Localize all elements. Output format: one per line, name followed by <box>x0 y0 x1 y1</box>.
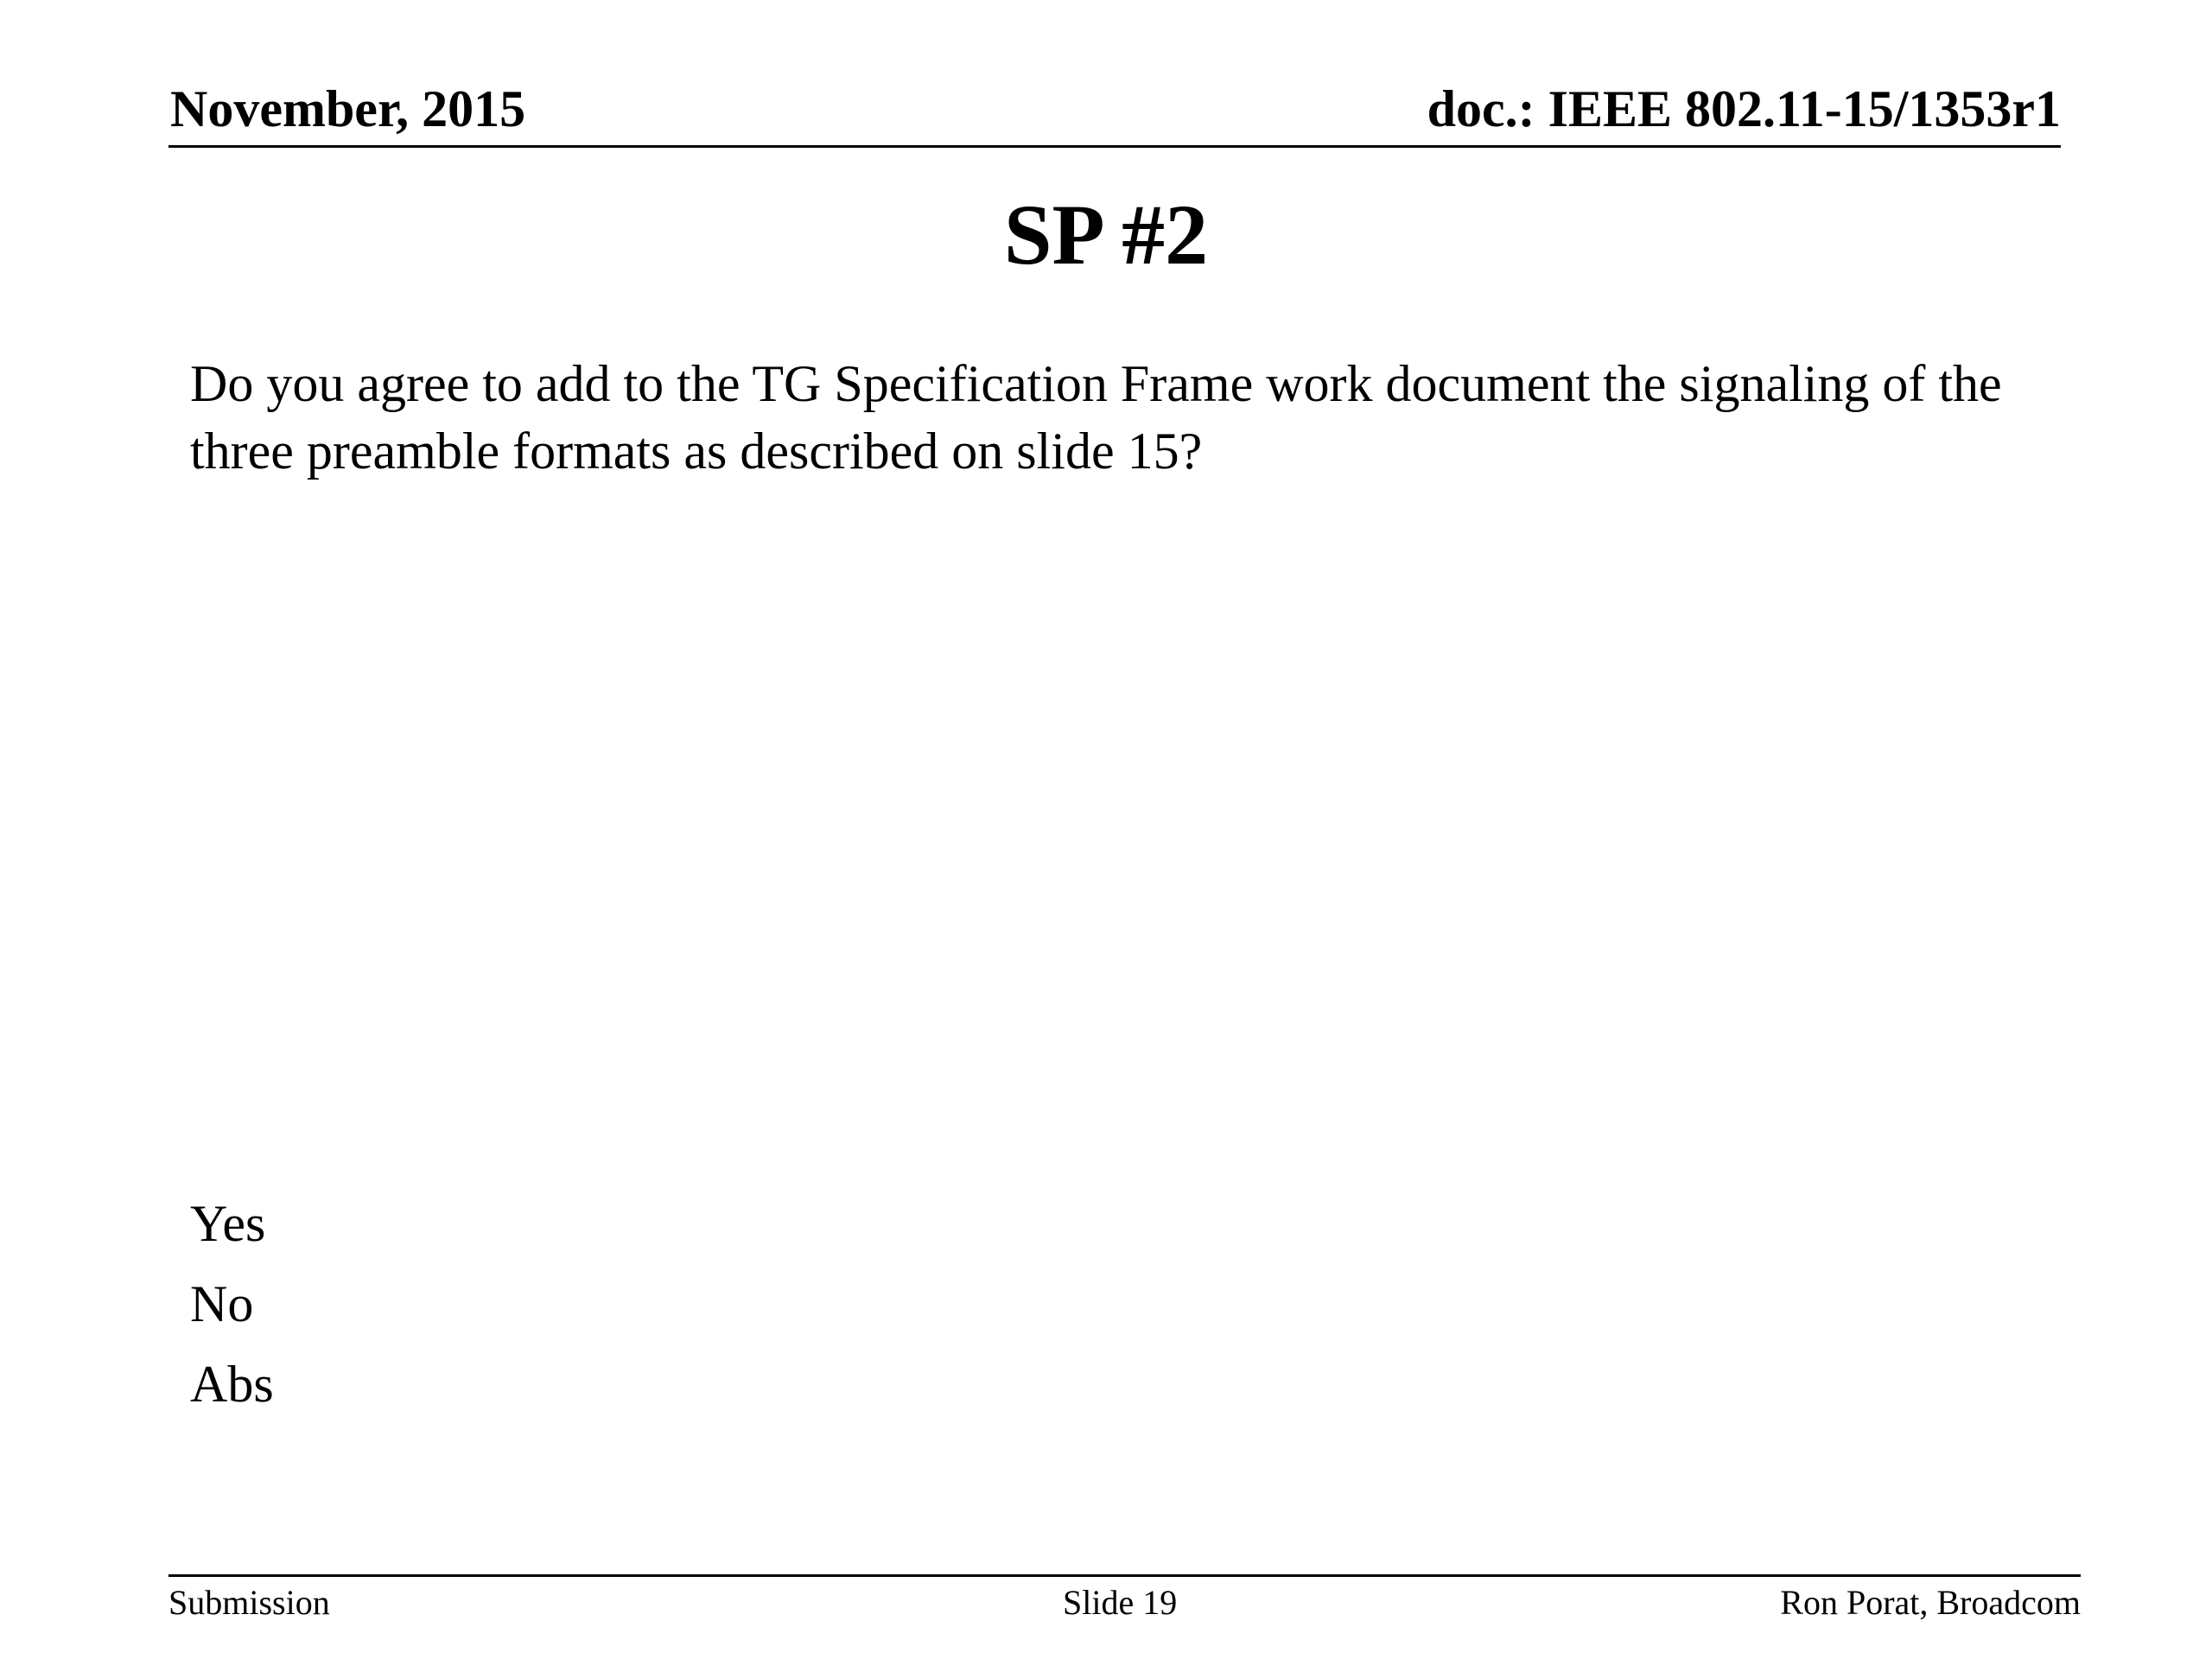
option-yes: Yes <box>190 1195 266 1252</box>
option-abstain: Abs <box>190 1356 274 1413</box>
option-no: No <box>190 1275 254 1332</box>
footer-submission: Submission <box>168 1583 330 1622</box>
slide-title: SP #2 <box>1003 187 1209 283</box>
header-doc-id: doc.: IEEE 802.11-15/1353r1 <box>1427 80 2061 137</box>
footer-slide-number: Slide 19 <box>1063 1583 1178 1622</box>
footer-author: Ron Porat, Broadcom <box>1780 1583 2081 1622</box>
header-date: November, 2015 <box>170 80 526 137</box>
poll-options <box>190 1184 274 1425</box>
header-divider <box>168 145 2061 148</box>
footer-divider <box>168 1574 2081 1577</box>
poll-question: Do you agree to add to the TG Specification Frame work document the signaling of the three preamble formats as described on slide 15? <box>190 355 2002 480</box>
